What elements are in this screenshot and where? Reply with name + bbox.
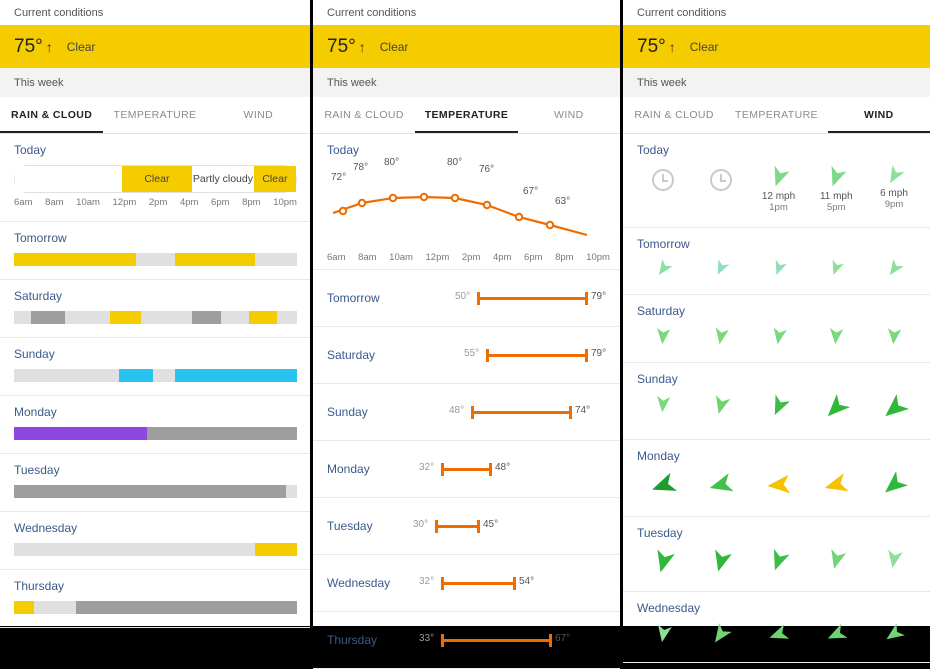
wind-cell (868, 326, 920, 346)
wind-arrow-icon (767, 394, 791, 418)
current-conditions-label: Current conditions (623, 0, 930, 25)
hero-temperature: 75° (637, 35, 666, 57)
day-row[interactable] (623, 517, 930, 592)
bar-segment (286, 485, 297, 498)
wind-cell (810, 471, 862, 499)
wind-past-cell (637, 165, 689, 191)
bar-segment (34, 601, 76, 614)
day-label: Saturday (637, 304, 686, 318)
wind-arrow-icon (880, 471, 908, 499)
day-row[interactable] (0, 512, 310, 570)
axis-tick: 4pm (492, 252, 512, 263)
today-temperature-chart (327, 157, 610, 248)
wind-row (637, 326, 920, 346)
wind-speed: 6 mph (880, 188, 908, 199)
axis-tick: 4pm (179, 197, 199, 208)
wind-row (637, 259, 920, 278)
temp-point-label: 63° (555, 196, 571, 207)
temp-point-label: 78° (353, 162, 369, 173)
temp-point-label: 76° (479, 164, 495, 175)
wind-cell (810, 259, 862, 277)
axis-tick: 6pm (524, 252, 543, 263)
this-week-label: This week (0, 68, 310, 97)
bar-segment (141, 311, 192, 324)
temp-high: 67° (555, 633, 571, 644)
wind-arrow-icon (769, 326, 789, 346)
tab-indicator (415, 131, 517, 133)
wind-row (637, 471, 920, 500)
this-week-label: This week (313, 68, 620, 97)
wind-arrow-icon (712, 259, 730, 277)
wind-cell (810, 623, 862, 646)
wind-arrow-icon (770, 259, 788, 277)
wind-arrow-icon (653, 326, 673, 346)
temp-point-label: 72° (331, 172, 347, 183)
wind-arrow-icon (767, 165, 791, 189)
day-label: Tomorrow (14, 231, 67, 245)
hero-description: Clear (66, 39, 96, 54)
day-label: Thursday (327, 633, 378, 647)
tab-indicator (0, 131, 103, 133)
wind-arrow-icon (884, 165, 905, 186)
axis-tick: 2pm (148, 197, 168, 208)
day-label: Tuesday (327, 519, 373, 533)
wind-cell (695, 394, 747, 416)
wind-arrow-icon (653, 623, 674, 644)
bar-segment (14, 253, 136, 266)
temp-high: 54° (519, 576, 535, 587)
hero-description: Clear (689, 39, 719, 54)
day-label: Monday (637, 449, 680, 463)
temp-high: 79° (591, 291, 607, 302)
day-label: Tomorrow (637, 237, 690, 251)
tab-wind[interactable]: WIND (864, 109, 894, 121)
bar-segment (175, 369, 297, 382)
condition-bar (14, 253, 297, 266)
today-row (623, 134, 930, 228)
wind-arrow-icon (880, 394, 909, 423)
temp-low: 55° (464, 348, 480, 359)
wind-cell (637, 623, 689, 644)
wind-arrow-icon (822, 471, 850, 499)
day-row[interactable] (623, 363, 930, 440)
wind-arrow-icon (824, 165, 848, 189)
panel-wind (620, 0, 930, 626)
wind-cell (753, 326, 805, 346)
day-row[interactable] (313, 498, 620, 555)
tab-bar (0, 97, 310, 134)
temp-low: 30° (413, 519, 429, 530)
day-label: Wednesday (14, 521, 78, 535)
wind-arrow-icon (822, 394, 850, 422)
wind-arrow-icon (711, 326, 731, 346)
day-row[interactable] (313, 327, 620, 384)
day-label: Sunday (637, 372, 678, 386)
wind-arrow-icon (707, 471, 735, 499)
time-axis (14, 197, 297, 208)
condition-bar (14, 311, 297, 324)
wind-cell (753, 259, 805, 277)
hero-temperature: 75° (327, 35, 356, 57)
bar-segment (175, 253, 254, 266)
wind-cell (695, 326, 747, 346)
wind-row (637, 394, 920, 423)
tab-rain-cloud[interactable]: RAIN & CLOUD (634, 109, 714, 121)
current-conditions-label: Current conditions (0, 0, 310, 25)
day-label: Tomorrow (327, 291, 380, 305)
axis-tick: 10am (389, 252, 413, 263)
wind-speed: 12 mph (761, 191, 796, 202)
hero-description: Clear (379, 39, 409, 54)
today-segment: Clear (254, 166, 296, 192)
bar-segment (14, 311, 31, 324)
bar-segment (147, 427, 297, 440)
wind-arrow-icon (825, 548, 848, 571)
today-segment: Clear (122, 166, 192, 192)
wind-cell (637, 326, 689, 346)
history-clock-icon (652, 169, 674, 191)
day-label: Thursday (14, 579, 65, 593)
wind-cell (868, 471, 920, 499)
wind-cell (753, 548, 805, 573)
trend-up-icon: ↑ (45, 38, 53, 55)
wind-row (637, 623, 920, 646)
condition-bar (14, 485, 297, 498)
day-row[interactable] (0, 396, 310, 454)
wind-arrow-icon (653, 394, 673, 414)
day-label: Tuesday (14, 463, 60, 477)
wind-cell (753, 165, 805, 213)
wind-arrow-icon (883, 623, 905, 645)
temp-high: 79° (591, 348, 607, 359)
day-label: Sunday (14, 347, 55, 361)
wind-arrow-icon (884, 326, 904, 346)
wind-arrow-icon (709, 623, 732, 646)
axis-tick: 12pm (425, 252, 450, 263)
current-conditions-label: Current conditions (313, 0, 620, 25)
day-row[interactable] (623, 228, 930, 295)
day-label: Wednesday (637, 601, 701, 615)
wind-cell (810, 394, 862, 422)
day-label: Sunday (327, 405, 368, 419)
wind-arrow-icon (710, 394, 732, 416)
wind-cell (637, 259, 689, 278)
bar-segment (76, 601, 297, 614)
wind-arrow-icon (654, 259, 673, 278)
tab-wind[interactable]: WIND (243, 109, 274, 121)
bar-segment (14, 543, 255, 556)
axis-tick: 8pm (242, 197, 261, 208)
axis-tick: 10pm (586, 252, 610, 263)
day-label: Monday (14, 405, 57, 419)
day-row[interactable] (623, 295, 930, 363)
wind-cell (695, 548, 747, 574)
axis-tick: 8am (45, 197, 64, 208)
day-row[interactable] (623, 592, 930, 663)
wind-cell (868, 623, 920, 645)
day-label: Today (14, 143, 47, 157)
trend-up-icon: ↑ (668, 38, 676, 55)
wind-cell (637, 471, 689, 500)
tab-bar (313, 97, 620, 134)
wind-cell (637, 394, 689, 414)
tab-indicator (828, 131, 930, 133)
wind-arrow-icon (767, 623, 790, 646)
bar-segment (110, 311, 141, 324)
wind-cell (695, 259, 747, 277)
bar-segment (14, 427, 147, 440)
wind-arrow-icon (883, 548, 905, 570)
hero-temperature: 75° (14, 35, 43, 57)
tab-temperature[interactable]: TEMPERATURE (113, 109, 197, 121)
today-segment (15, 166, 122, 192)
wind-cell (695, 471, 747, 499)
tab-rain-cloud[interactable]: RAIN & CLOUD (324, 109, 404, 121)
wind-cell (695, 623, 747, 646)
wind-cell (868, 548, 920, 570)
bar-segment (255, 253, 297, 266)
day-label: Today (637, 143, 670, 157)
today-wind-row (637, 165, 920, 213)
day-row[interactable] (313, 612, 620, 669)
day-row[interactable] (0, 570, 310, 628)
bar-segment (277, 311, 297, 324)
today-segment: Partly cloudy (192, 166, 254, 192)
wind-cell (753, 471, 805, 499)
tab-temperature[interactable]: TEMPERATURE (424, 109, 509, 121)
day-row[interactable] (623, 440, 930, 517)
bar-segment (119, 369, 153, 382)
axis-tick: 2pm (461, 252, 481, 263)
wind-arrow-icon (766, 548, 791, 573)
wind-past-cell (695, 165, 747, 191)
wind-arrow-icon (765, 471, 793, 499)
day-row[interactable] (0, 338, 310, 396)
condition-bar (14, 601, 297, 614)
bar-segment (153, 369, 176, 382)
day-row[interactable] (0, 222, 310, 280)
axis-tick: 10am (76, 197, 100, 208)
axis-tick: 12pm (112, 197, 137, 208)
wind-cell (753, 394, 805, 418)
wind-cell (810, 165, 862, 213)
temp-point-label: 80° (384, 157, 400, 168)
bar-segment (14, 601, 34, 614)
axis-tick: 6pm (211, 197, 230, 208)
day-label: Saturday (14, 289, 63, 303)
time-axis (327, 252, 610, 263)
temp-high: 45° (483, 519, 499, 530)
wind-arrow-icon (650, 548, 677, 575)
bar-segment (255, 543, 297, 556)
axis-tick: 6am (327, 252, 346, 263)
wind-cell (810, 548, 862, 571)
wind-time: 9pm (884, 199, 904, 210)
condition-bar (14, 369, 297, 382)
wind-cell (868, 394, 920, 423)
axis-tick: 8am (358, 252, 377, 263)
bar-segment (221, 311, 249, 324)
axis-tick: 10pm (273, 197, 297, 208)
day-row[interactable] (0, 280, 310, 338)
temp-low: 48° (449, 405, 465, 416)
day-row[interactable] (313, 555, 620, 612)
condition-bar (14, 543, 297, 556)
tab-bar (623, 97, 930, 134)
wind-arrow-icon (708, 548, 734, 574)
temp-low: 32° (419, 462, 435, 473)
condition-bar (14, 427, 297, 440)
tab-rain-cloud[interactable]: RAIN & CLOUD (11, 109, 93, 121)
wind-arrow-icon (827, 259, 845, 277)
bar-segment (65, 311, 110, 324)
wind-cell (753, 623, 805, 646)
hero-current-weather (623, 25, 930, 68)
day-row[interactable] (313, 441, 620, 498)
wind-arrow-icon (825, 623, 848, 646)
wind-speed: 11 mph (819, 191, 853, 202)
day-label: Monday (327, 462, 370, 476)
history-clock-icon (710, 169, 732, 191)
today-condition-bar[interactable] (14, 165, 297, 193)
bar-segment (14, 369, 119, 382)
wind-cell (868, 259, 920, 278)
panel-temperature (310, 0, 620, 647)
day-label: Today (327, 143, 360, 157)
day-row[interactable] (0, 454, 310, 512)
day-label: Wednesday (327, 576, 391, 590)
wind-time: 1pm (769, 202, 788, 213)
temp-low: 33° (419, 633, 435, 644)
bar-segment (192, 311, 220, 324)
tab-wind[interactable]: WIND (554, 109, 584, 121)
temp-point-label: 80° (447, 157, 463, 168)
trend-up-icon: ↑ (358, 38, 366, 55)
day-label: Saturday (327, 348, 376, 362)
wind-arrow-icon (649, 471, 678, 500)
day-row[interactable] (313, 384, 620, 441)
bar-segment (14, 485, 286, 498)
temp-low: 50° (455, 291, 471, 302)
axis-tick: 6am (14, 197, 33, 208)
wind-cell (810, 326, 862, 346)
wind-time: 5pm (827, 202, 846, 213)
bar-segment (249, 311, 277, 324)
temp-point-label: 67° (523, 186, 539, 197)
tab-temperature[interactable]: TEMPERATURE (735, 109, 818, 121)
today-row (313, 134, 620, 270)
today-row (0, 134, 310, 222)
day-row[interactable] (313, 270, 620, 327)
temp-high: 74° (575, 405, 591, 416)
wind-cell (637, 548, 689, 575)
hero-current-weather (313, 25, 620, 68)
bar-segment (31, 311, 65, 324)
axis-tick: 8pm (555, 252, 574, 263)
wind-arrow-icon (826, 326, 846, 346)
day-label: Tuesday (637, 526, 683, 540)
hero-current-weather (0, 25, 310, 68)
panel-rain-cloud (0, 0, 310, 626)
wind-cell (868, 165, 920, 210)
wind-row (637, 548, 920, 575)
wind-arrow-icon (885, 259, 904, 278)
temp-high: 48° (495, 462, 511, 473)
this-week-label: This week (623, 68, 930, 97)
temp-low: 32° (419, 576, 435, 587)
bar-segment (136, 253, 176, 266)
